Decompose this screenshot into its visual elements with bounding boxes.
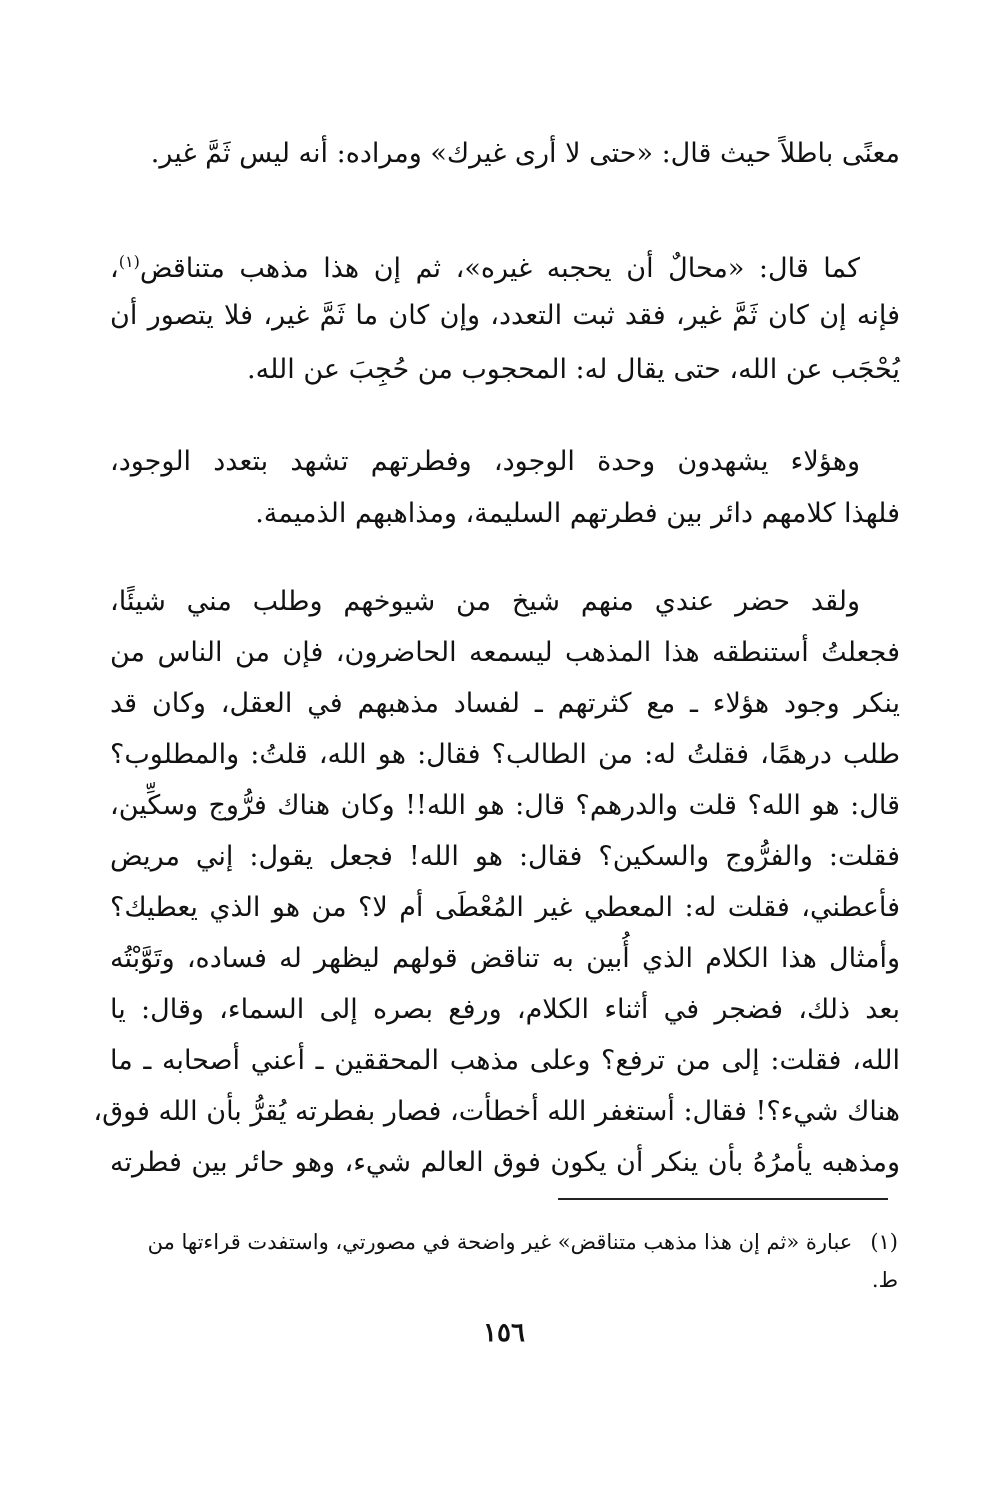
- paragraph-4-line-11: هناك شيء؟! فقال: أستغفر الله أخطأت، فصار بفطرته يُقرُّ بأن الله فوق،: [93, 1096, 900, 1127]
- paragraph-4-line-10: الله، فقلت: إلى من ترفع؟ وعلى مذهب المحققين ـ أعني أصحابه ـ ما: [110, 1045, 900, 1076]
- paragraph-4-line-6: فقلت: والفرُّوج والسكين؟ فقال: هو الله! فجعل يقول: إني مريض: [110, 841, 900, 872]
- footnote-line-2: ط.: [871, 1268, 898, 1292]
- paragraph-2-line-1-text: كما قال: «محالٌ أن يحجبه غيره»، ثم إن هذا مذهب متناقض: [139, 253, 860, 284]
- footnote-line-1: [108, 1226, 898, 1258]
- footnote-marker: (١): [870, 1230, 898, 1254]
- paragraph-4-line-3: ينكر وجود هؤلاء ـ مع كثرتهم ـ لفساد مذهبهم في العقل، وكان قد: [110, 688, 900, 719]
- footnote-text-1: عبارة «ثم إن هذا مذهب متناقض» غير واضحة في مصورتي، واستفدت قراءتها من: [147, 1230, 853, 1254]
- paragraph-3-line-1: وهؤلاء يشهدون وحدة الوجود، وفطرتهم تشهد بتعدد الوجود،: [110, 446, 860, 477]
- paragraph-4-line-2: فجعلتُ أستنطقه هذا المذهب ليسمعه الحاضرون، فإن من الناس من: [110, 637, 900, 668]
- paragraph-2-line-2: فإنه إن كان ثَمَّ غير، فقد ثبت التعدد، وإن كان ما ثَمَّ غير، فلا يتصور أن: [110, 300, 900, 331]
- paragraph-4-line-4: طلب درهمًا، فقلتُ له: من الطالب؟ فقال: هو الله، قلتُ: والمطلوب؟: [110, 739, 900, 770]
- footnote-reference: (١): [118, 252, 140, 271]
- paragraph-4-line-7: فأعطني، فقلت له: المعطي غير المُعْطَى أم لا؟ من هو الذي يعطيك؟: [110, 892, 900, 923]
- paragraph-4-line-8: وأمثال هذا الكلام الذي أُبين به تناقض قولهم ليظهر له فساده، وتَوَّبْتُه: [110, 943, 900, 974]
- paragraph-3-line-2: فلهذا كلامهم دائر بين فطرتهم السليمة، ومذاهبهم الذميمة.: [255, 498, 900, 529]
- page-number: ١٥٦: [483, 1318, 525, 1348]
- paragraph-2-line-3: يُحْجَب عن الله، حتى يقال له: المحجوب من حُجِبَ عن الله.: [247, 354, 900, 385]
- paragraph-2-line-1: [110, 242, 900, 289]
- paragraph-4-line-1: ولقد حضر عندي منهم شيخ من شيوخهم وطلب مني شيئًا،: [110, 586, 860, 617]
- paragraph-4-line-5: قال: هو الله؟ قلت والدرهم؟ قال: هو الله!! وكان هناك فرُّوج وسكِّين،: [110, 790, 900, 821]
- paragraph-4-line-9: بعد ذلك، فضجر في أثناء الكلام، ورفع بصره إلى السماء، وقال: يا: [110, 994, 900, 1025]
- paragraph-4-line-12: ومذهبه يأمرُهُ بأن ينكر أن يكون فوق العالم شيء، وهو حائر بين فطرته: [110, 1147, 900, 1178]
- paragraph-2-line-1-tail: ،: [110, 253, 119, 284]
- footnote-separator: [558, 1198, 888, 1200]
- paragraph-1-line-1: معنًى باطلاً حيث قال: «حتى لا أرى غيرك» ومراده: أنه ليس ثَمَّ غير.: [150, 138, 900, 169]
